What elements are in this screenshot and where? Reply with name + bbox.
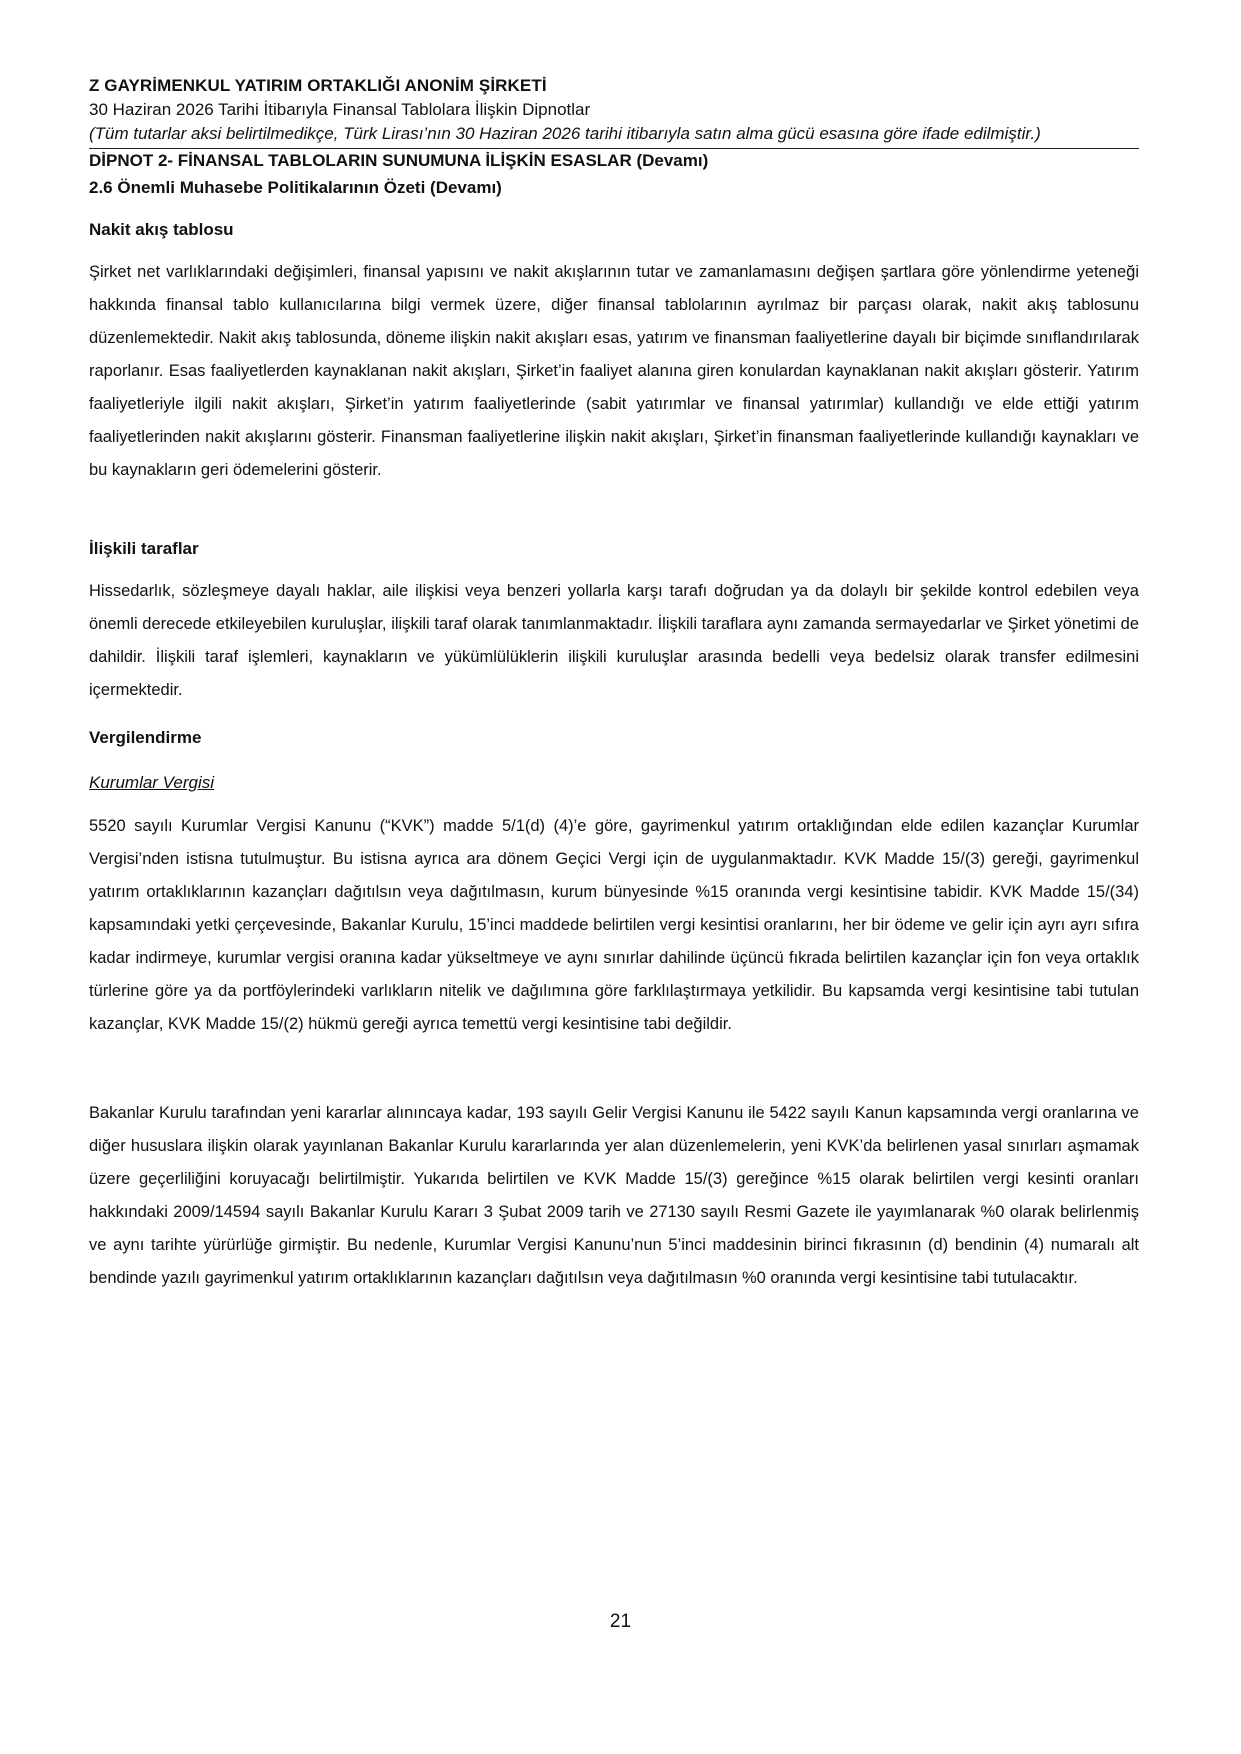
company-name: Z GAYRİMENKUL YATIRIM ORTAKLIĞI ANONİM ŞİRKETİ bbox=[89, 76, 547, 95]
corporate-tax-paragraph-2: Bakanlar Kurulu tarafından yeni kararlar alınıncaya kadar, 193 sayılı Gelir Vergisi Kanunu ile 5422 sayılı Kanun kapsamında vergi oranlarına ve diğer hususlara ilişkin olarak yayınlanan Bakanlar Kurulu kararlarında yer alan düzenlemelerin, yeni KVK’da belirlenen yasal sınırları aşmamak üzere geçerliliğini koruyacağı belirtilmiştir. Yukarıda belirtilen ve KVK Madde 15/(3) gereğince %15 olarak belirtilen vergi kesinti oranları hakkındaki 2009/14594 sayılı Bakanlar Kurulu Kararı 3 Şubat 2009 tarih ve 27130 sayılı Resmi Gazete ile yayımlanarak %0 olarak belirlenmiş ve aynı tarihte yürürlüğe girmiştir. Bu nedenle, Kurumlar Vergisi Kanunu’nun 5’inci maddesinin birinci fıkrasının (d) bendinin (4) numaralı alt bendinde yazılı gayrimenkul yatırım ortaklıklarının kazançları dağıtılsın veya dağıtılmasın %0 oranında vergi kesintisine tabi tutulacaktır. bbox=[89, 1104, 1139, 1287]
currency-note: (Tüm tutarlar aksi belirtilmedikçe, Türk Lirası’nın 30 Haziran 2026 tarihi itibarıyla satın alma gücü esasına göre ifade edilmiştir.) bbox=[89, 124, 1041, 143]
report-subtitle: 30 Haziran 2026 Tarihi İtibarıyla Finansal Tablolara İlişkin Dipnotlar bbox=[89, 100, 591, 119]
corporate-tax-subheading: Kurumlar Vergisi bbox=[89, 773, 215, 792]
cash-flow-heading: Nakit akış tablosu bbox=[89, 220, 234, 239]
related-parties-paragraph: Hissedarlık, sözleşmeye dayalı haklar, aile ilişkisi veya benzeri yollarla karşı tarafı doğrudan ya da dolaylı bir şekilde kontrol edebilen veya önemli derecede etkileyebilen kuruluşlar, ilişkili taraf olarak tanımlanmaktadır. İlişkili taraflara aynı zamanda sermayedarlar ve Şirket yönetimi de dahildir. İlişkili taraf işlemleri, kaynakların ve yükümlülüklerin ilişkili kuruluşlar arasında bedelli veya bedelsiz olarak transfer edilmesini içermektedir. bbox=[89, 582, 1139, 699]
note-title: DİPNOT 2- FİNANSAL TABLOLARIN SUNUMUNA İLİŞKİN ESASLAR (Devamı) bbox=[89, 151, 709, 170]
related-parties-heading: İlişkili taraflar bbox=[89, 539, 199, 558]
page-header bbox=[89, 74, 1139, 173]
page-number: 21 bbox=[609, 1611, 632, 1632]
corporate-tax-paragraph-1: 5520 sayılı Kurumlar Vergisi Kanunu (“KVK”) madde 5/1(d) (4)’e göre, gayrimenkul yatırım ortaklığından elde edilen kazançlar Kurumlar Vergisi’nden istisna tutulmuştur. Bu istisna ayrıca ara dönem Geçici Vergi için de uygulanmaktadır. KVK Madde 15/(3) gereği, gayrimenkul yatırım ortaklıklarının kazançları dağıtılsın veya dağıtılmasın, kurum bünyesinde %15 oranında vergi kesintisine tabidir. KVK Madde 15/(34) kapsamındaki yetki çerçevesinde, Bakanlar Kurulu, 15’inci maddede belirtilen vergi kesintisi oranlarını, her bir ödeme ve gelir için ayrı ayrı sıfıra kadar indirmeye, kurumlar vergisi oranına kadar yükseltmeye ve aynı sınırlar dahilinde üçüncü fıkrada belirtilen kazançlar için fon veya ortaklık türlerine göre ya da portföylerindeki varlıkların nitelik ve dağılımına göre farklılaştırmaya yetkilidir. Bu kapsamda vergi kesintisine tabi tutulan kazançlar, KVK Madde 15/(2) hükmü gereği ayrıca temettü vergi kesintisine tabi değildir. bbox=[89, 817, 1139, 1033]
cash-flow-paragraph: Şirket net varlıklarındaki değişimleri, finansal yapısını ve nakit akışlarının tutar ve zamanlamasını değişen şartlara göre yönlendirme yeteneği hakkında finansal tablo kullanıcılarına bilgi vermek üzere, diğer finansal tablolarının ayrılmaz bir parçası olarak, nakit akış tablosunu düzenlemektedir. Nakit akış tablosunda, döneme ilişkin nakit akışları esas, yatırım ve finansman faaliyetlerine dayalı bir biçimde sınıflandırılarak raporlanır. Esas faaliyetlerden kaynaklanan nakit akışları, Şirket’in faaliyet alanına giren konulardan kaynaklanan nakit akışları gösterir. Yatırım faaliyetleriyle ilgili nakit akışları, Şirket’in yatırım faaliyetlerinde (sabit yatırımlar ve finansal yatırımlar) kullandığı ve elde ettiği yatırım faaliyetlerinden nakit akışlarını gösterir. Finansman faaliyetlerine ilişkin nakit akışları, Şirket’in finansman faaliyetlerinde kullandığı kaynakları ve bu kaynakların geri ödemelerini gösterir. bbox=[89, 263, 1139, 479]
section-title: 2.6 Önemli Muhasebe Politikalarının Özeti (Devamı) bbox=[89, 178, 502, 197]
taxation-heading: Vergilendirme bbox=[89, 728, 202, 747]
